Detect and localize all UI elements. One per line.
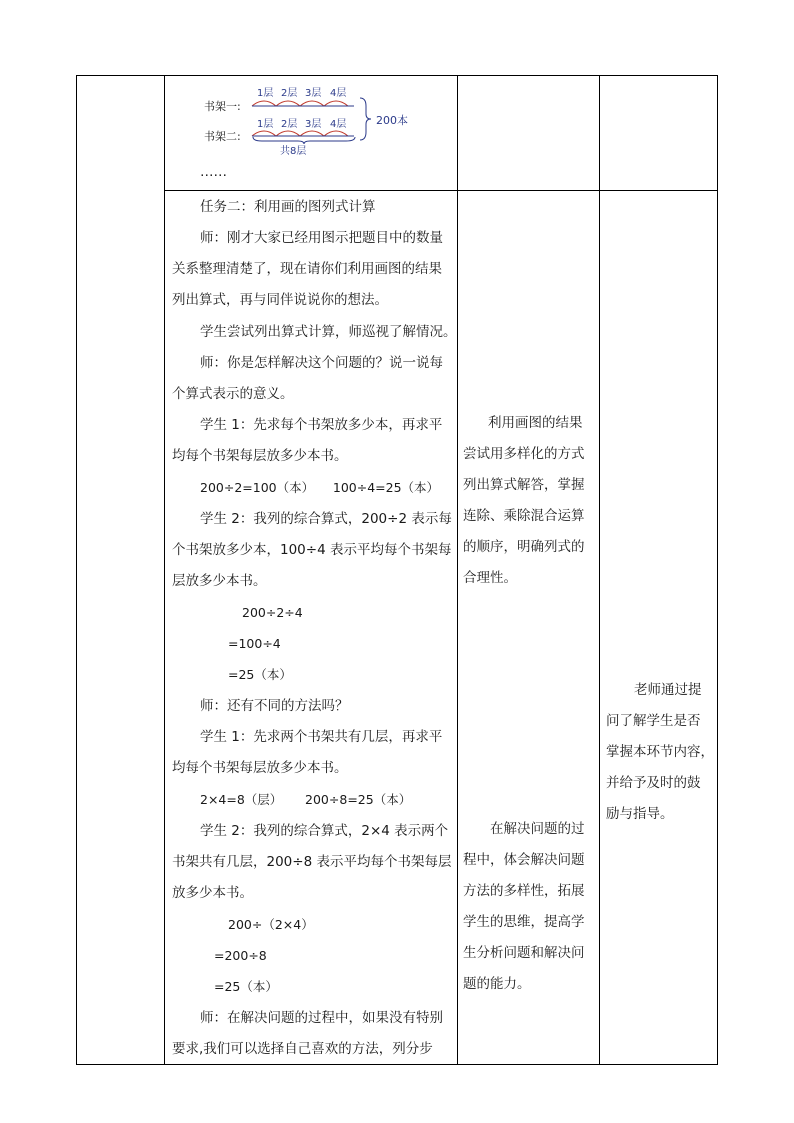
intent-line: 生分析问题和解决问 [463, 945, 585, 961]
intent-line: 程中，体会解决问题 [463, 852, 585, 868]
intent-line: 连除、乘除混合运算 [463, 508, 585, 524]
assessment-line: 问了解学生是否 [606, 713, 701, 729]
content-line: 学生 1：先求两个书架共有几层，再求平 [200, 729, 443, 745]
content-line: 层放多少本书。 [172, 573, 267, 589]
intent-line: 的顺序，明确列式的 [463, 539, 585, 555]
floor-label-2-top: 2层 [281, 88, 298, 99]
content-line: 均每个书架每层放多少本书。 [172, 448, 348, 464]
ellipsis: …… [200, 164, 227, 180]
task-heading: 任务二：利用画的图列式计算 [200, 199, 376, 215]
total-label: 200本 [376, 114, 408, 127]
content-line: 放多少本书。 [172, 885, 253, 901]
content-line: 要求,我们可以选择自己喜欢的方法，列分步 [172, 1041, 433, 1057]
floor-label-1-top: 1层 [257, 88, 274, 99]
equation-line: =200÷8 [214, 948, 267, 963]
equation-line: 200÷（2×4） [228, 917, 314, 932]
intent-line: 学生的思维，提高学 [463, 914, 585, 930]
intent-line: 尝试用多样化的方式 [463, 446, 585, 462]
intent-line: 在解决问题的过 [490, 821, 585, 837]
equation-line: =100÷4 [228, 636, 281, 651]
intent-line: 合理性。 [463, 570, 517, 586]
floor-label-3-top: 3层 [305, 88, 322, 99]
floor-label-3-bottom: 3层 [305, 119, 322, 130]
table-border-bottom [76, 1064, 718, 1065]
assessment-line: 并给予及时的鼓 [606, 775, 701, 791]
assessment-line: 励与指导。 [606, 806, 674, 822]
floor-label-2-bottom: 2层 [281, 119, 298, 130]
table-border-right [717, 75, 718, 1065]
equation-line: =25（本） [228, 667, 292, 682]
intent-line: 利用画图的结果 [488, 415, 583, 431]
content-line: 列出算式，再与同伴说说你的想法。 [172, 292, 388, 308]
assessment-line: 掌握本环节内容， [606, 744, 714, 760]
equation-line: 200÷2÷4 [242, 605, 303, 620]
floor-label-4-top: 4层 [330, 88, 347, 99]
column-divider-1 [164, 75, 165, 1065]
shelf1-label: 书架一: [204, 100, 241, 113]
content-line: 均每个书架每层放多少本书。 [172, 760, 348, 776]
content-line: 师：你是怎样解决这个问题的？说一说每 [200, 355, 443, 371]
row-divider [164, 190, 718, 191]
content-line: 学生 2：我列的综合算式，200÷2 表示每 [200, 511, 452, 527]
floor-label-4-bottom: 4层 [330, 119, 347, 130]
shelf2-label: 书架二: [204, 130, 241, 143]
shelf1-bracket-icon [250, 94, 360, 108]
content-line: 学生尝试列出算式计算，师巡视了解情况。 [200, 324, 457, 340]
bottom-total-label: 共8层 [280, 146, 307, 157]
intent-line: 题的能力。 [463, 976, 531, 992]
table-border-top [76, 75, 718, 76]
equation-line: 2×4=8（层） 200÷8=25（本） [200, 792, 412, 807]
content-line: 个书架放多少本，100÷4 表示平均每个书架每 [172, 542, 452, 558]
assessment-line: 老师通过提 [634, 682, 702, 698]
equation-line: 200÷2=100（本） 100÷4=25（本） [200, 480, 440, 495]
total-brace-icon [358, 96, 374, 142]
content-line: 个算式表示的意义。 [172, 386, 294, 402]
content-line: 学生 2：我列的综合算式，2×4 表示两个 [200, 823, 449, 839]
content-line: 关系整理清楚了，现在请你们利用画图的结果 [172, 261, 442, 277]
content-line: 师：还有不同的方法吗？ [200, 698, 349, 714]
content-line: 师：在解决问题的过程中，如果没有特别 [200, 1010, 443, 1026]
floor-label-1-bottom: 1层 [257, 119, 274, 130]
equation-line: =25（本） [214, 979, 278, 994]
content-line: 学生 1：先求每个书架放多少本，再求平 [200, 417, 443, 433]
intent-line: 列出算式解答，掌握 [463, 477, 585, 493]
content-line: 师：刚才大家已经用图示把题目中的数量 [200, 230, 443, 246]
intent-line: 方法的多样性，拓展 [463, 883, 585, 899]
content-line: 书架共有几层，200÷8 表示平均每个书架每层 [172, 854, 452, 870]
column-divider-3 [599, 75, 600, 1065]
table-border-left [76, 75, 77, 1065]
column-divider-2 [457, 75, 458, 1065]
